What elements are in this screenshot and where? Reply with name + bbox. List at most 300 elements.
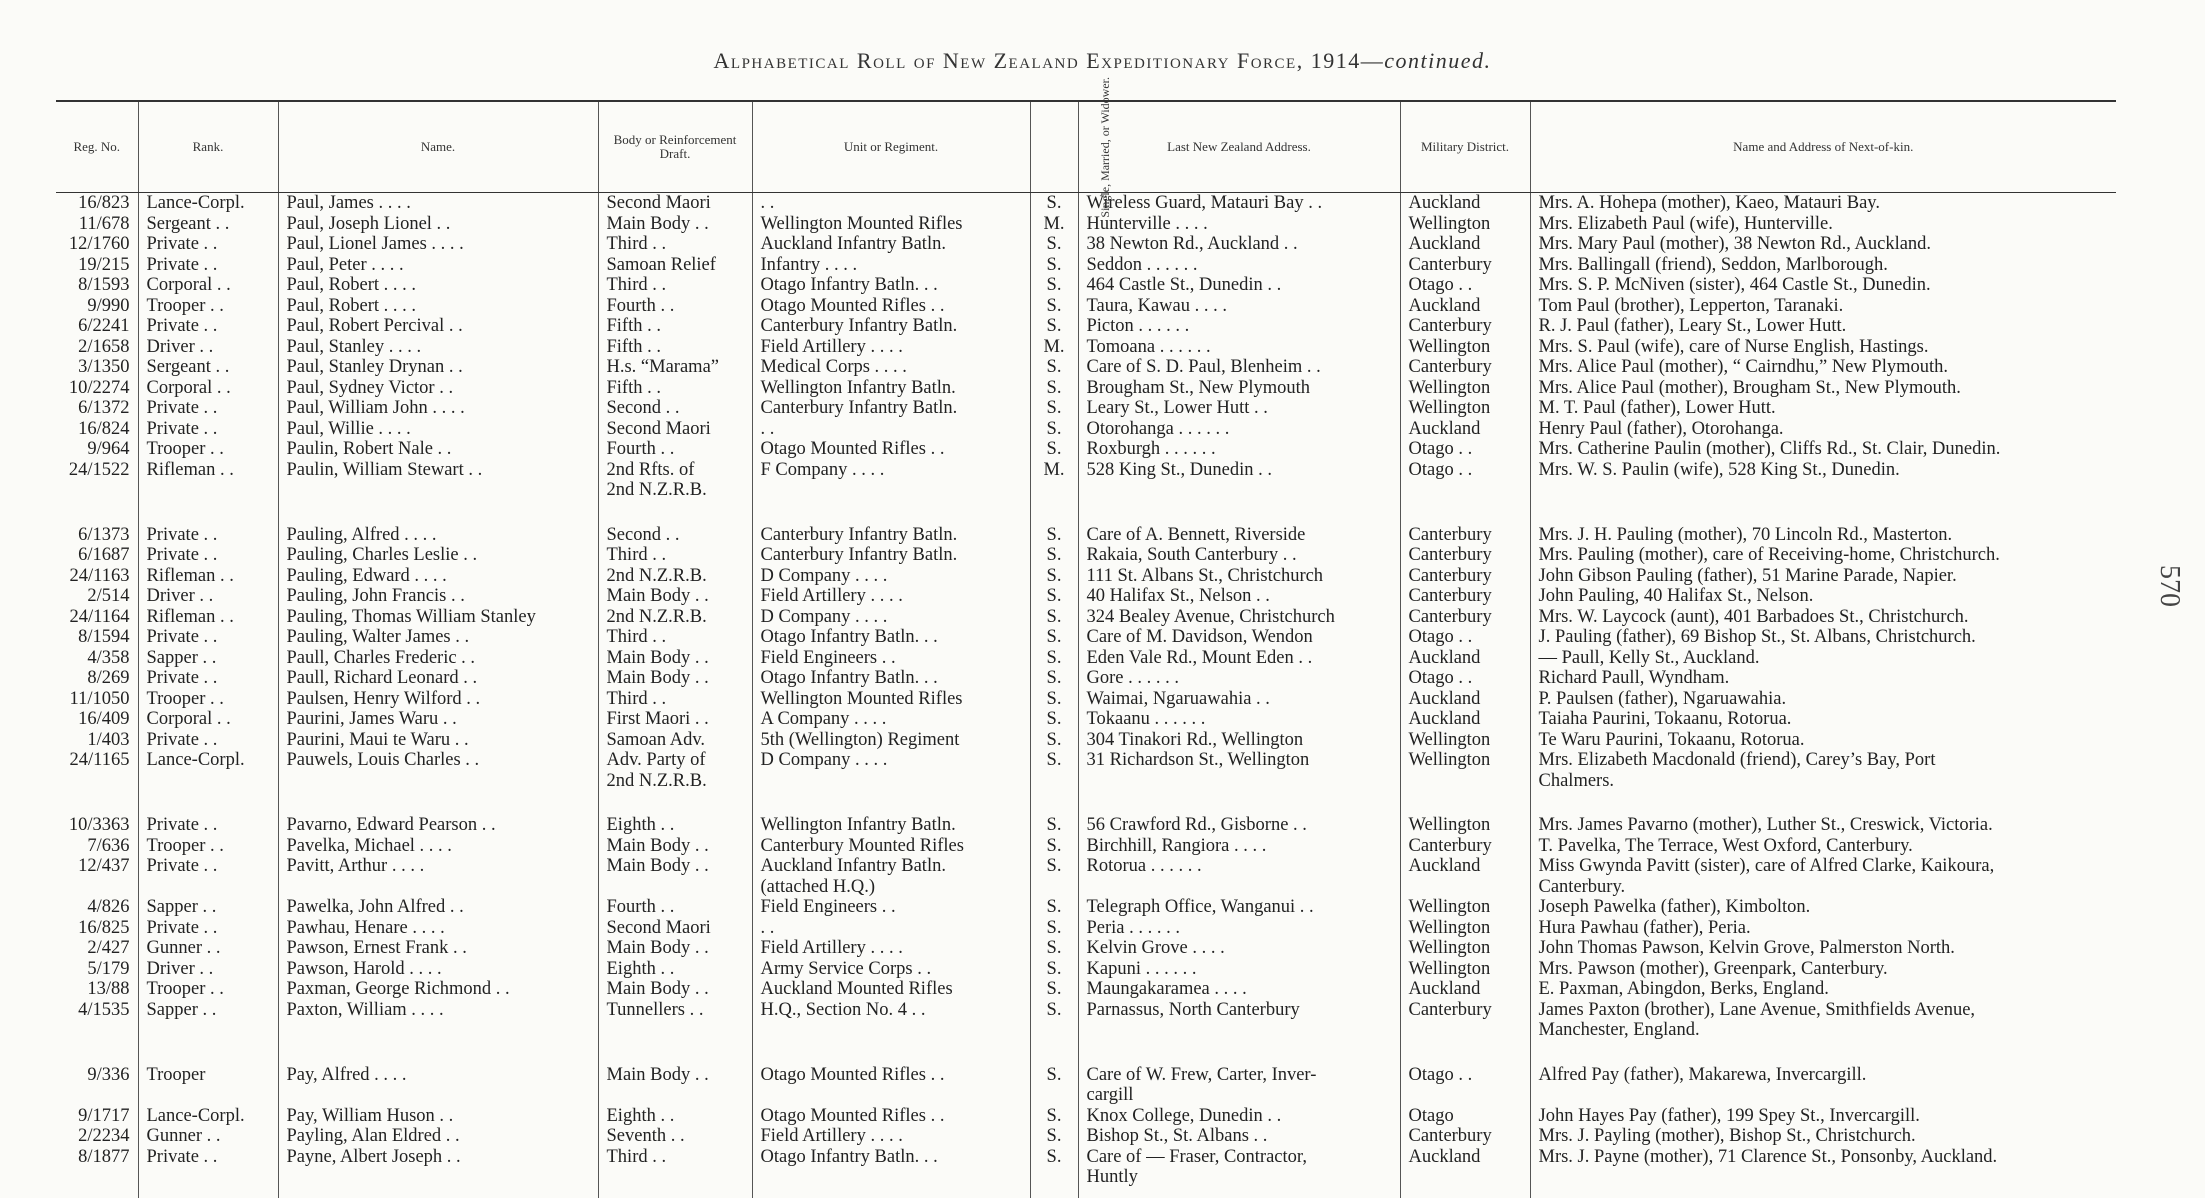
- reg-cell: 24/1163: [56, 566, 138, 587]
- spacer-cell: [752, 791, 1030, 815]
- district-cell: Canterbury: [1400, 255, 1530, 276]
- address-cell: Peria . . . . . .: [1078, 918, 1400, 939]
- spacer-cell: [1078, 791, 1400, 815]
- district-cell: Wellington: [1400, 938, 1530, 959]
- name-cell: Pauling, John Francis . .: [278, 586, 598, 607]
- draft-cell: Second . .: [598, 398, 752, 419]
- district-cell: Auckland: [1400, 709, 1530, 730]
- name-cell: Pavarno, Edward Pearson . .: [278, 815, 598, 836]
- page-number: 570: [2154, 565, 2185, 607]
- name-cell: Paul, Joseph Lionel . .: [278, 214, 598, 235]
- draft-cell: Fourth . .: [598, 897, 752, 918]
- next-of-kin-cell: Henry Paul (father), Otorohanga.: [1538, 418, 1784, 439]
- reg-cell: 6/1373: [56, 525, 138, 546]
- rank-cell: Private . .: [138, 545, 278, 566]
- next-of-kin-cell: R. J. Paul (father), Leary St., Lower Hutt.: [1538, 316, 1847, 336]
- reg-cell: 2/514: [56, 586, 138, 607]
- rank-cell: Trooper . .: [138, 836, 278, 857]
- district-cell: Wellington: [1400, 398, 1530, 419]
- name-cell: Paul, Stanley . . . .: [278, 337, 598, 358]
- address-cell: Eden Vale Rd., Mount Eden . .: [1078, 648, 1400, 669]
- reg-cell: 8/269: [56, 668, 138, 689]
- next-of-kin-cell: Mrs. A. Hohepa (mother), Kaeo, Matauri Bay.: [1538, 193, 1880, 213]
- district-cell: Wellington: [1400, 918, 1530, 939]
- draft-cell: Fourth . .: [598, 296, 752, 317]
- roll-table: [56, 77, 2116, 1198]
- address-cell: Tokaanu . . . . . .: [1078, 709, 1400, 730]
- table-row: [56, 918, 2116, 939]
- status-cell: S.: [1030, 648, 1078, 669]
- reg-cell: 19/215: [56, 255, 138, 276]
- district-cell: Canterbury: [1400, 525, 1530, 546]
- reg-cell: 11/678: [56, 214, 138, 235]
- draft-cell: Main Body . .: [598, 586, 752, 607]
- district-cell: Otago . .: [1400, 275, 1530, 296]
- draft-cell: 2nd Rfts. of 2nd N.Z.R.B.: [598, 460, 752, 501]
- draft-cell: Eighth . .: [598, 815, 752, 836]
- district-cell: Canterbury: [1400, 607, 1530, 628]
- rank-cell: Private . .: [138, 255, 278, 276]
- name-cell: Paxton, William . . . .: [278, 1000, 598, 1041]
- unit-cell: D Company . . . .: [752, 566, 1030, 587]
- rank-cell: Private . .: [138, 398, 278, 419]
- reg-cell: 24/1164: [56, 607, 138, 628]
- next-of-kin-cell: John Pauling, 40 Halifax St., Nelson.: [1538, 586, 1814, 606]
- district-cell: Canterbury: [1400, 545, 1530, 566]
- rank-cell: Rifleman . .: [138, 460, 278, 501]
- reg-cell: 16/823: [56, 193, 138, 214]
- rank-cell: Trooper . .: [138, 689, 278, 710]
- draft-cell: Fourth . .: [598, 439, 752, 460]
- status-cell: S.: [1030, 357, 1078, 378]
- address-cell: Care of W. Frew, Carter, Inver- cargill: [1078, 1065, 1400, 1106]
- next-of-kin-cell: Mrs. S. Paul (wife), care of Nurse English, Hastings.: [1538, 336, 1929, 357]
- district-cell: Auckland: [1400, 648, 1530, 669]
- spacer-cell: [598, 791, 752, 815]
- header-status: [1030, 77, 1112, 218]
- table-row: [56, 730, 2116, 751]
- district-cell: Canterbury: [1400, 586, 1530, 607]
- name-cell: Paul, Lionel James . . . .: [278, 234, 598, 255]
- rank-cell: Gunner . .: [138, 938, 278, 959]
- unit-cell: Army Service Corps . .: [752, 959, 1030, 980]
- address-cell: Taura, Kawau . . . .: [1078, 296, 1400, 317]
- spacer-cell: [138, 1041, 278, 1065]
- district-cell: Canterbury: [1400, 836, 1530, 857]
- address-cell: 324 Bealey Avenue, Christchurch: [1078, 607, 1400, 628]
- district-cell: Wellington: [1400, 959, 1530, 980]
- address-cell: Parnassus, North Canterbury: [1078, 1000, 1400, 1041]
- status-cell: S.: [1030, 275, 1078, 296]
- name-cell: Pawson, Ernest Frank . .: [278, 938, 598, 959]
- address-cell: Bishop St., St. Albans . .: [1078, 1126, 1400, 1147]
- draft-cell: Main Body . .: [598, 668, 752, 689]
- next-of-kin-cell: Mrs. Ballingall (friend), Seddon, Marlborough.: [1538, 254, 1888, 275]
- draft-cell: Samoan Adv.: [598, 730, 752, 751]
- name-cell: Paulsen, Henry Wilford . .: [278, 689, 598, 710]
- address-cell: Wireless Guard, Matauri Bay . .: [1078, 193, 1400, 214]
- spacer-cell: [56, 1041, 138, 1065]
- draft-cell: Third . .: [598, 627, 752, 648]
- unit-cell: Auckland Infantry Batln.: [752, 234, 1030, 255]
- rank-cell: Private . .: [138, 627, 278, 648]
- next-of-kin-cell: P. Paulsen (father), Ngaruawahia.: [1538, 688, 1787, 709]
- spacer-cell: [598, 1041, 752, 1065]
- page-title: [0, 48, 2205, 74]
- reg-cell: 4/1535: [56, 1000, 138, 1041]
- address-cell: 464 Castle St., Dunedin . .: [1078, 275, 1400, 296]
- address-cell: Rotorua . . . . . .: [1078, 856, 1400, 897]
- reg-cell: 7/636: [56, 836, 138, 857]
- unit-cell: Canterbury Infantry Batln.: [752, 398, 1030, 419]
- draft-cell: Eighth . .: [598, 1106, 752, 1127]
- spacer-cell: [1530, 501, 2116, 525]
- status-cell: S.: [1030, 897, 1078, 918]
- status-cell: S.: [1030, 627, 1078, 648]
- district-cell: Otago: [1400, 1106, 1530, 1127]
- spacer-cell: [1030, 501, 1078, 525]
- rank-cell: Lance-Corpl.: [138, 750, 278, 791]
- table-row: [56, 627, 2116, 648]
- address-cell: Kelvin Grove . . . .: [1078, 938, 1400, 959]
- reg-cell: 9/1717: [56, 1106, 138, 1127]
- status-cell: S.: [1030, 255, 1078, 276]
- reg-cell: 8/1877: [56, 1147, 138, 1198]
- next-of-kin-cell: Richard Paull, Wyndham.: [1538, 668, 1730, 688]
- unit-cell: Canterbury Infantry Batln.: [752, 316, 1030, 337]
- rank-cell: Private . .: [138, 1147, 278, 1198]
- table-row: [56, 193, 2116, 214]
- table-row: [56, 836, 2116, 857]
- next-of-kin-cell: Mrs. J. H. Pauling (mother), 70 Lincoln Rd., Masterton.: [1538, 524, 1953, 545]
- unit-cell: Otago Infantry Batln. . .: [752, 668, 1030, 689]
- next-of-kin-cell: Te Waru Paurini, Tokaanu, Rotorua.: [1538, 729, 1805, 750]
- draft-cell: Samoan Relief: [598, 255, 752, 276]
- status-cell: S.: [1030, 607, 1078, 628]
- name-cell: Pay, William Huson . .: [278, 1106, 598, 1127]
- address-cell: Telegraph Office, Wanganui . .: [1078, 897, 1400, 918]
- header-status-text: Single, Married, or Widower.: [1097, 77, 1112, 218]
- reg-cell: 2/2234: [56, 1126, 138, 1147]
- status-cell: S.: [1030, 709, 1078, 730]
- rank-cell: Private . .: [138, 419, 278, 440]
- district-cell: Canterbury: [1400, 1126, 1530, 1147]
- name-cell: Paul, William John . . . .: [278, 398, 598, 419]
- draft-cell: 2nd N.Z.R.B.: [598, 566, 752, 587]
- table-row: [56, 938, 2116, 959]
- table-row: [56, 607, 2116, 628]
- district-cell: Wellington: [1400, 214, 1530, 235]
- rank-cell: Private . .: [138, 815, 278, 836]
- unit-cell: Field Artillery . . . .: [752, 337, 1030, 358]
- unit-cell: Otago Infantry Batln. . .: [752, 1147, 1030, 1198]
- district-cell: Otago . .: [1400, 668, 1530, 689]
- address-cell: Maungakaramea . . . .: [1078, 979, 1400, 1000]
- name-cell: Paull, Richard Leonard . .: [278, 668, 598, 689]
- unit-cell: 5th (Wellington) Regiment: [752, 730, 1030, 751]
- rank-cell: Sapper . .: [138, 648, 278, 669]
- address-cell: Seddon . . . . . .: [1078, 255, 1400, 276]
- spacer-cell: [56, 501, 138, 525]
- reg-cell: 12/437: [56, 856, 138, 897]
- rank-cell: Driver . .: [138, 337, 278, 358]
- address-cell: 528 King St., Dunedin . .: [1078, 460, 1400, 501]
- address-cell: 111 St. Albans St., Christchurch: [1078, 566, 1400, 587]
- status-cell: S.: [1030, 836, 1078, 857]
- table-row: [56, 419, 2116, 440]
- unit-cell: D Company . . . .: [752, 750, 1030, 791]
- rank-cell: Corporal . .: [138, 709, 278, 730]
- status-cell: S.: [1030, 419, 1078, 440]
- name-cell: Pauwels, Louis Charles . .: [278, 750, 598, 791]
- roll-body: [56, 193, 2116, 1198]
- next-of-kin-cell: Mrs. Catherine Paulin (mother), Cliffs Rd., St. Clair, Dunedin.: [1538, 439, 2001, 459]
- reg-cell: 2/1658: [56, 337, 138, 358]
- district-cell: Otago . .: [1400, 1065, 1530, 1106]
- draft-cell: Fifth . .: [598, 316, 752, 337]
- table-row: [56, 668, 2116, 689]
- spacer-cell: [1530, 791, 2116, 815]
- rank-cell: Trooper: [138, 1065, 278, 1106]
- table-row: [56, 378, 2116, 399]
- next-of-kin-cell: Mrs. J. Payling (mother), Bishop St., Christchurch.: [1538, 1126, 1916, 1146]
- reg-cell: 2/427: [56, 938, 138, 959]
- table-row: [56, 566, 2116, 587]
- table-row: [56, 586, 2116, 607]
- unit-cell: Infantry . . . .: [752, 255, 1030, 276]
- draft-cell: Main Body . .: [598, 1065, 752, 1106]
- spacer-cell: [598, 501, 752, 525]
- rank-cell: Driver . .: [138, 959, 278, 980]
- next-of-kin-cell: Taiaha Paurini, Tokaanu, Rotorua.: [1538, 709, 1792, 729]
- table-row: [56, 439, 2116, 460]
- next-of-kin-cell: Mrs. Pawson (mother), Greenpark, Canterbury.: [1538, 958, 1888, 979]
- header-district: Military District.: [1400, 101, 1530, 193]
- status-cell: M.: [1030, 337, 1078, 358]
- address-cell: Picton . . . . . .: [1078, 316, 1400, 337]
- name-cell: Paul, Robert Percival . .: [278, 316, 598, 337]
- status-cell: S.: [1030, 815, 1078, 836]
- rank-cell: Private . .: [138, 525, 278, 546]
- unit-cell: . .: [752, 918, 1030, 939]
- spacer-cell: [278, 791, 598, 815]
- reg-cell: 13/88: [56, 979, 138, 1000]
- address-cell: Gore . . . . . .: [1078, 668, 1400, 689]
- table-row: [56, 1000, 2116, 1041]
- reg-cell: 16/824: [56, 419, 138, 440]
- name-cell: Pawson, Harold . . . .: [278, 959, 598, 980]
- next-of-kin-cell: Mrs. Alice Paul (mother), “ Cairndhu,” New Plymouth.: [1538, 357, 1949, 377]
- district-cell: Auckland: [1400, 689, 1530, 710]
- spacer-cell: [138, 501, 278, 525]
- reg-cell: 11/1050: [56, 689, 138, 710]
- unit-cell: Otago Mounted Rifles . .: [752, 1106, 1030, 1127]
- address-cell: Care of A. Bennett, Riverside: [1078, 525, 1400, 546]
- name-cell: Paxman, George Richmond . .: [278, 979, 598, 1000]
- address-cell: Care of M. Davidson, Wendon: [1078, 627, 1400, 648]
- status-cell: S.: [1030, 1000, 1078, 1041]
- status-cell: S.: [1030, 525, 1078, 546]
- next-of-kin-cell: — Paull, Kelly St., Auckland.: [1538, 647, 1760, 668]
- status-cell: S.: [1030, 1106, 1078, 1127]
- rank-cell: Driver . .: [138, 586, 278, 607]
- district-cell: Auckland: [1400, 856, 1530, 897]
- district-cell: Wellington: [1400, 337, 1530, 358]
- unit-cell: Canterbury Mounted Rifles: [752, 836, 1030, 857]
- spacer-cell: [138, 791, 278, 815]
- status-cell: S.: [1030, 586, 1078, 607]
- header-address: Last New Zealand Address.: [1078, 101, 1400, 193]
- draft-cell: Main Body . .: [598, 979, 752, 1000]
- unit-cell: Otago Mounted Rifles . .: [752, 1065, 1030, 1106]
- table-row: [56, 214, 2116, 235]
- title-text: Alphabetical Roll of New Zealand Expeditionary Force, 1914—: [713, 48, 1385, 73]
- address-cell: Rakaia, South Canterbury . .: [1078, 545, 1400, 566]
- reg-cell: 9/964: [56, 439, 138, 460]
- spacer-cell: [752, 501, 1030, 525]
- status-cell: S.: [1030, 730, 1078, 751]
- rank-cell: Sapper . .: [138, 1000, 278, 1041]
- name-cell: Paul, James . . . .: [278, 193, 598, 214]
- unit-cell: Canterbury Infantry Batln.: [752, 545, 1030, 566]
- name-cell: Pavelka, Michael . . . .: [278, 836, 598, 857]
- next-of-kin-cell: Joseph Pawelka (father), Kimbolton.: [1538, 897, 1811, 917]
- name-cell: Pawelka, John Alfred . .: [278, 897, 598, 918]
- reg-cell: 6/1687: [56, 545, 138, 566]
- spacer-cell: [1078, 501, 1400, 525]
- unit-cell: Canterbury Infantry Batln.: [752, 525, 1030, 546]
- district-cell: Canterbury: [1400, 316, 1530, 337]
- spacer-cell: [1400, 791, 1530, 815]
- reg-cell: 8/1593: [56, 275, 138, 296]
- district-cell: Auckland: [1400, 193, 1530, 214]
- header-unit: Unit or Regiment.: [752, 101, 1030, 193]
- address-cell: 38 Newton Rd., Auckland . .: [1078, 234, 1400, 255]
- table-header-row: [56, 101, 2116, 193]
- status-cell: S.: [1030, 439, 1078, 460]
- rank-cell: Lance-Corpl.: [138, 1106, 278, 1127]
- table-row: [56, 959, 2116, 980]
- next-of-kin-cell: Miss Gwynda Pavitt (sister), care of Alfred Clarke, Kaikoura, Canterbury.: [1538, 856, 1995, 897]
- draft-cell: Fifth . .: [598, 337, 752, 358]
- name-cell: Paul, Peter . . . .: [278, 255, 598, 276]
- rank-cell: Sergeant . .: [138, 214, 278, 235]
- district-cell: Wellington: [1400, 897, 1530, 918]
- next-of-kin-cell: Mrs. W. Laycock (aunt), 401 Barbadoes St., Christchurch.: [1538, 606, 1969, 627]
- next-of-kin-cell: Alfred Pay (father), Makarewa, Invercargill.: [1538, 1064, 1867, 1085]
- address-cell: Kapuni . . . . . .: [1078, 959, 1400, 980]
- unit-cell: Wellington Mounted Rifles: [752, 689, 1030, 710]
- rank-cell: Lance-Corpl.: [138, 193, 278, 214]
- row-spacer: [56, 1041, 2116, 1065]
- status-cell: S.: [1030, 1147, 1078, 1198]
- district-cell: Auckland: [1400, 1147, 1530, 1198]
- reg-cell: 9/336: [56, 1065, 138, 1106]
- spacer-cell: [1078, 1041, 1400, 1065]
- rank-cell: Private . .: [138, 730, 278, 751]
- name-cell: Paulin, William Stewart . .: [278, 460, 598, 501]
- unit-cell: Field Artillery . . . .: [752, 586, 1030, 607]
- name-cell: Paul, Sydney Victor . .: [278, 378, 598, 399]
- rank-cell: Private . .: [138, 316, 278, 337]
- unit-cell: Field Artillery . . . .: [752, 1126, 1030, 1147]
- status-cell: S.: [1030, 316, 1078, 337]
- name-cell: Paul, Robert . . . .: [278, 296, 598, 317]
- address-cell: 304 Tinakori Rd., Wellington: [1078, 730, 1400, 751]
- draft-cell: Eighth . .: [598, 959, 752, 980]
- district-cell: Auckland: [1400, 296, 1530, 317]
- address-cell: Otorohanga . . . . . .: [1078, 419, 1400, 440]
- table-row: [56, 525, 2116, 546]
- next-of-kin-cell: M. T. Paul (father), Lower Hutt.: [1538, 398, 1776, 418]
- title-continued: continued.: [1384, 48, 1492, 73]
- table-row: [56, 316, 2116, 337]
- address-cell: Care of — Fraser, Contractor, Huntly: [1078, 1147, 1400, 1198]
- rank-cell: Private . .: [138, 668, 278, 689]
- name-cell: Paul, Stanley Drynan . .: [278, 357, 598, 378]
- status-cell: S.: [1030, 296, 1078, 317]
- district-cell: Otago . .: [1400, 439, 1530, 460]
- name-cell: Pauling, Walter James . .: [278, 627, 598, 648]
- reg-cell: 24/1165: [56, 750, 138, 791]
- draft-cell: Main Body . .: [598, 856, 752, 897]
- district-cell: Auckland: [1400, 979, 1530, 1000]
- status-cell: S.: [1030, 689, 1078, 710]
- name-cell: Paulin, Robert Nale . .: [278, 439, 598, 460]
- address-cell: Hunterville . . . .: [1078, 214, 1400, 235]
- reg-cell: 6/1372: [56, 398, 138, 419]
- name-cell: Paull, Charles Frederic . .: [278, 648, 598, 669]
- next-of-kin-cell: Mrs. Elizabeth Macdonald (friend), Carey’s Bay, Port Chalmers.: [1538, 750, 1936, 791]
- next-of-kin-cell: James Paxton (brother), Lane Avenue, Smithfields Avenue, Manchester, England.: [1538, 999, 1976, 1040]
- district-cell: Auckland: [1400, 234, 1530, 255]
- address-cell: Roxburgh . . . . . .: [1078, 439, 1400, 460]
- draft-cell: Second . .: [598, 525, 752, 546]
- address-cell: 40 Halifax St., Nelson . .: [1078, 586, 1400, 607]
- table-row: [56, 337, 2116, 358]
- name-cell: Paul, Robert . . . .: [278, 275, 598, 296]
- status-cell: S.: [1030, 1065, 1078, 1106]
- next-of-kin-cell: Mrs. James Pavarno (mother), Luther St., Creswick, Victoria.: [1538, 815, 1993, 835]
- table-row: [56, 856, 2116, 897]
- unit-cell: Field Engineers . .: [752, 648, 1030, 669]
- draft-cell: Second Maori: [598, 193, 752, 214]
- header-kin: Name and Address of Next-of-kin.: [1530, 101, 2116, 193]
- draft-cell: H.s. “Marama”: [598, 357, 752, 378]
- table-row: [56, 1065, 2116, 1106]
- draft-cell: Seventh . .: [598, 1126, 752, 1147]
- next-of-kin-cell: Mrs. Alice Paul (mother), Brougham St., New Plymouth.: [1538, 377, 1961, 398]
- rank-cell: Gunner . .: [138, 1126, 278, 1147]
- next-of-kin-cell: Mrs. Elizabeth Paul (wife), Hunterville.: [1538, 213, 1833, 234]
- draft-cell: Tunnellers . .: [598, 1000, 752, 1041]
- district-cell: Otago . .: [1400, 460, 1530, 501]
- table-row: [56, 275, 2116, 296]
- table-row: [56, 750, 2116, 791]
- draft-cell: Main Body . .: [598, 938, 752, 959]
- table-row: [56, 460, 2116, 501]
- draft-cell: Third . .: [598, 1147, 752, 1198]
- spacer-cell: [1530, 1041, 2116, 1065]
- address-cell: Tomoana . . . . . .: [1078, 337, 1400, 358]
- address-cell: Care of S. D. Paul, Blenheim . .: [1078, 357, 1400, 378]
- name-cell: Pauling, Alfred . . . .: [278, 525, 598, 546]
- draft-cell: Main Body . .: [598, 214, 752, 235]
- unit-cell: Field Artillery . . . .: [752, 938, 1030, 959]
- table-row: [56, 398, 2116, 419]
- table-row: [56, 255, 2116, 276]
- reg-cell: 10/2274: [56, 378, 138, 399]
